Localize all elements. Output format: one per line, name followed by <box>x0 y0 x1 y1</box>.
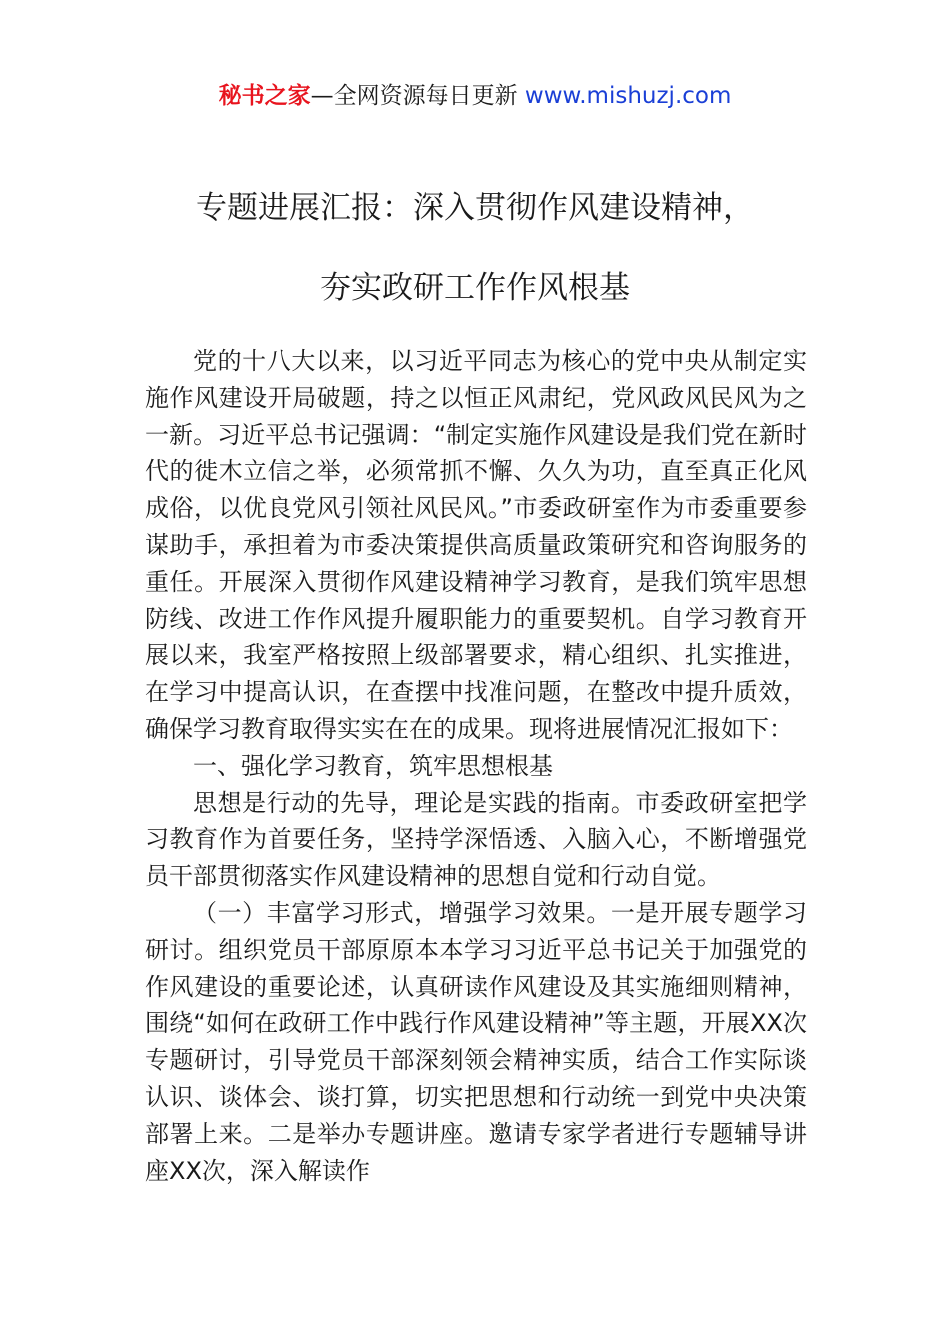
paragraph-intro: 党的十八大以来，以习近平同志为核心的党中央从制定实施作风建设开局破题，持之以恒正风肃纪，党风政风民风为之一新。习近平总书记强调：“制定实施作风建设是我们党在新时代的徙木立信之举，必须常抓不懈、久久为功，直至真正化风成俗，以优良党风引领社风民风。”市委政研室作为市委重要参谋助手，承担着为市委决策提供高质量政策研究和咨询服务的重任。开展深入贯彻作风建设精神学习教育，是我们筑牢思想防线、改进工作作风提升履职能力的重要契机。自学习教育开展以来，我室严格按照上级部署要求，精心组织、扎实推进，在学习中提高认识，在查摆中找准问题，在整改中提升质效，确保学习教育取得实实在在的成果。现将进展情况汇报如下： <box>145 347 807 743</box>
site-header <box>0 80 950 112</box>
paragraph-section-1: 思想是行动的先导，理论是实践的指南。市委政研室把学习教育作为首要任务，坚持学深悟透、入脑入心，不断增强党员干部贯彻落实作风建设精神的思想自觉和行动自觉。 <box>145 788 807 891</box>
title-line-2: 夯实政研工作作风根基 <box>320 270 630 306</box>
title-line-1: 专题进展汇报：深入贯彻作风建设精神， <box>196 190 754 226</box>
section-heading-1: 一、强化学习教育，筑牢思想根基 <box>193 751 553 780</box>
header-slogan: —全网资源每日更新 <box>310 83 525 109</box>
document-body <box>145 343 807 1189</box>
document-title <box>0 168 950 328</box>
site-url-link[interactable]: www.mishuzj.com <box>524 83 732 109</box>
paragraph-subsection-1: （一）丰富学习形式，增强学习效果。一是开展专题学习研讨。组织党员干部原原本本学习习近平总书记关于加强党的作风建设的重要论述，认真研读作风建设及其实施细则精神，围绕“如何在政研工作中践行作风建设精神”等主题，开展XX次专题研讨，引导党员干部深刻领会精神实质，结合工作实际谈认识、谈体会、谈打算，切实把思想和行动统一到党中央决策部署上来。二是举办专题讲座。邀请专家学者进行专题辅导讲座XX次，深入解读作 <box>145 898 807 1185</box>
brand-name: 秘书之家 <box>218 83 311 109</box>
